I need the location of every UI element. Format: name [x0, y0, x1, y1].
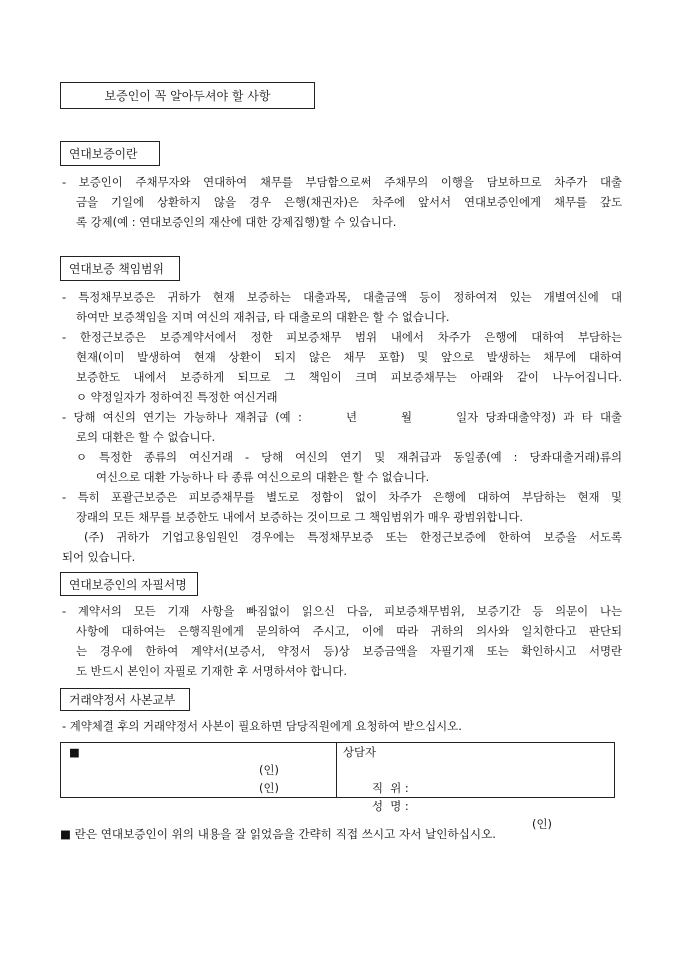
text-line: - 보증인이 주채무자와 연대하여 채무를 부담함으로써 주채무의 이행을 담보하므로 차주가 대출 [62, 175, 622, 189]
seal-row [61, 761, 336, 779]
section-body-liability-scope [62, 287, 622, 567]
text-line: 는 경우에 한하여 계약서(보증서, 약정서 등)상 보증금액을 자필기재 또는 확인하시고 서명란 [76, 644, 622, 658]
text-line: - 한정근보증은 보증계약서에서 정한 피보증채무 범위 내에서 차주가 은행에 대하여 부담하는 [62, 330, 622, 344]
text-line: 보증한도 내에서 보증하게 되므로 그 책임이 크며 피보증채무는 아래와 같이 나누어집니다. [76, 370, 622, 384]
text-line: 로의 대환은 할 수 없습니다. [76, 430, 216, 444]
text-line: 록 강제(예 : 연대보증인의 재산에 대한 강제집행)할 수 있습니다. [76, 215, 397, 229]
square-marker: ■ [69, 745, 80, 759]
text-line: - 특정채무보증은 귀하가 현재 보증하는 대출과목, 대출금액 등이 정하여져 있는 개별여신에 대 [62, 290, 622, 304]
text-line: 현재(이미 발생하여 현재 상환이 되지 않은 채무 포함) 및 앞으로 발생하는 채무에 대하여 [76, 350, 622, 364]
section-heading-text: 거래약정서 사본교부 [69, 693, 176, 707]
text-line: 금을 기일에 상환하지 않을 경우 은행(채권자)은 차주에 앞서서 연대보증인에게 채무를 갚도 [76, 195, 622, 209]
guarantor-cell[interactable] [61, 743, 337, 798]
section-heading-text: 연대보증인의 자필서명 [69, 577, 187, 592]
section-body-joint-guarantee [62, 172, 622, 232]
seal-mark: (인) [259, 763, 279, 777]
text-line: - 계약체결 후의 거래약정서 사본이 필요하면 담당직원에게 요청하여 받으십시오. [62, 719, 462, 733]
text-line: - 특히 포괄근보증은 피보증채무를 별도로 정함이 없이 차주가 은행에 대하여 부담하는 현재 및 [62, 490, 622, 504]
text-line: (주) 귀하가 기업고용임원인 경우에는 특정채무보증 또는 한정근보증에 한하여 보증을 서도록 [84, 530, 622, 544]
counselor-label: 상담자 [343, 745, 377, 759]
seal-mark: (인) [259, 781, 279, 795]
marker-row [61, 743, 336, 761]
text-line: 되어 있습니다. [62, 550, 136, 564]
text-line: 도 반드시 본인이 자필로 기재한 후 서명하셔야 합니다. [76, 664, 348, 678]
seal-row [61, 779, 336, 797]
text-line: 하여만 보증책임을 지며 여신의 재취급, 타 대출로의 대환은 할 수 없습니다. [76, 310, 450, 324]
section-body-copy [62, 716, 622, 736]
counselor-row [337, 743, 614, 761]
section-heading-liability-scope [60, 256, 180, 281]
name-label: 성 명 : [371, 799, 409, 813]
section-heading-copy [60, 688, 190, 711]
name-row [337, 779, 614, 831]
counselor-cell[interactable] [337, 743, 615, 831]
position-row [337, 761, 614, 795]
page-title [60, 82, 315, 109]
text-line: ㅇ 약정일자가 정하여진 특정한 여신거래 [76, 390, 278, 404]
seal-mark: (인) [532, 817, 552, 831]
text-line: 장래의 모든 채무를 보증한도 내에서 보증하는 것이므로 그 책임범위가 매우 광범위합니다. [76, 510, 523, 524]
section-heading-joint-guarantee [60, 141, 160, 166]
page-title-text: 보증인이 꼭 알아두셔야 할 사항 [104, 89, 271, 103]
footer-note: ■ 란은 연대보증인이 위의 내용을 잘 읽었음을 간략히 직접 쓰시고 자서 날인하십시오. [60, 827, 496, 841]
section-heading-signature [60, 572, 198, 596]
text-line: 여신으로 대환 가능하나 타 종류 여신으로의 대환은 할 수 없습니다. [96, 470, 430, 484]
text-line: - 계약서의 모든 기재 사항을 빠짐없이 읽으신 다음, 피보증채무범위, 보증기간 등 의문이 나는 [62, 604, 622, 618]
text-line: ㅇ 특정한 종류의 여신거래 - 당해 여신의 연기 및 재취급과 동일종(예 : 당좌대출거래)류의 [76, 450, 622, 464]
position-label: 직 위 : [371, 781, 409, 795]
section-heading-text: 연대보증 책임범위 [69, 262, 164, 276]
section-body-signature [62, 601, 622, 681]
signature-table [60, 742, 615, 831]
section-heading-text: 연대보증이란 [69, 147, 138, 161]
text-line: 사항에 대하여는 은행직원에게 문의하여 주시고, 이에 따라 귀하의 의사와 일치한다고 판단되 [76, 624, 622, 638]
text-line: - 당해 여신의 연기는 가능하나 재취급 (예 : 년 월 일자 당좌대출약정) 과 타 대출 [62, 410, 622, 424]
